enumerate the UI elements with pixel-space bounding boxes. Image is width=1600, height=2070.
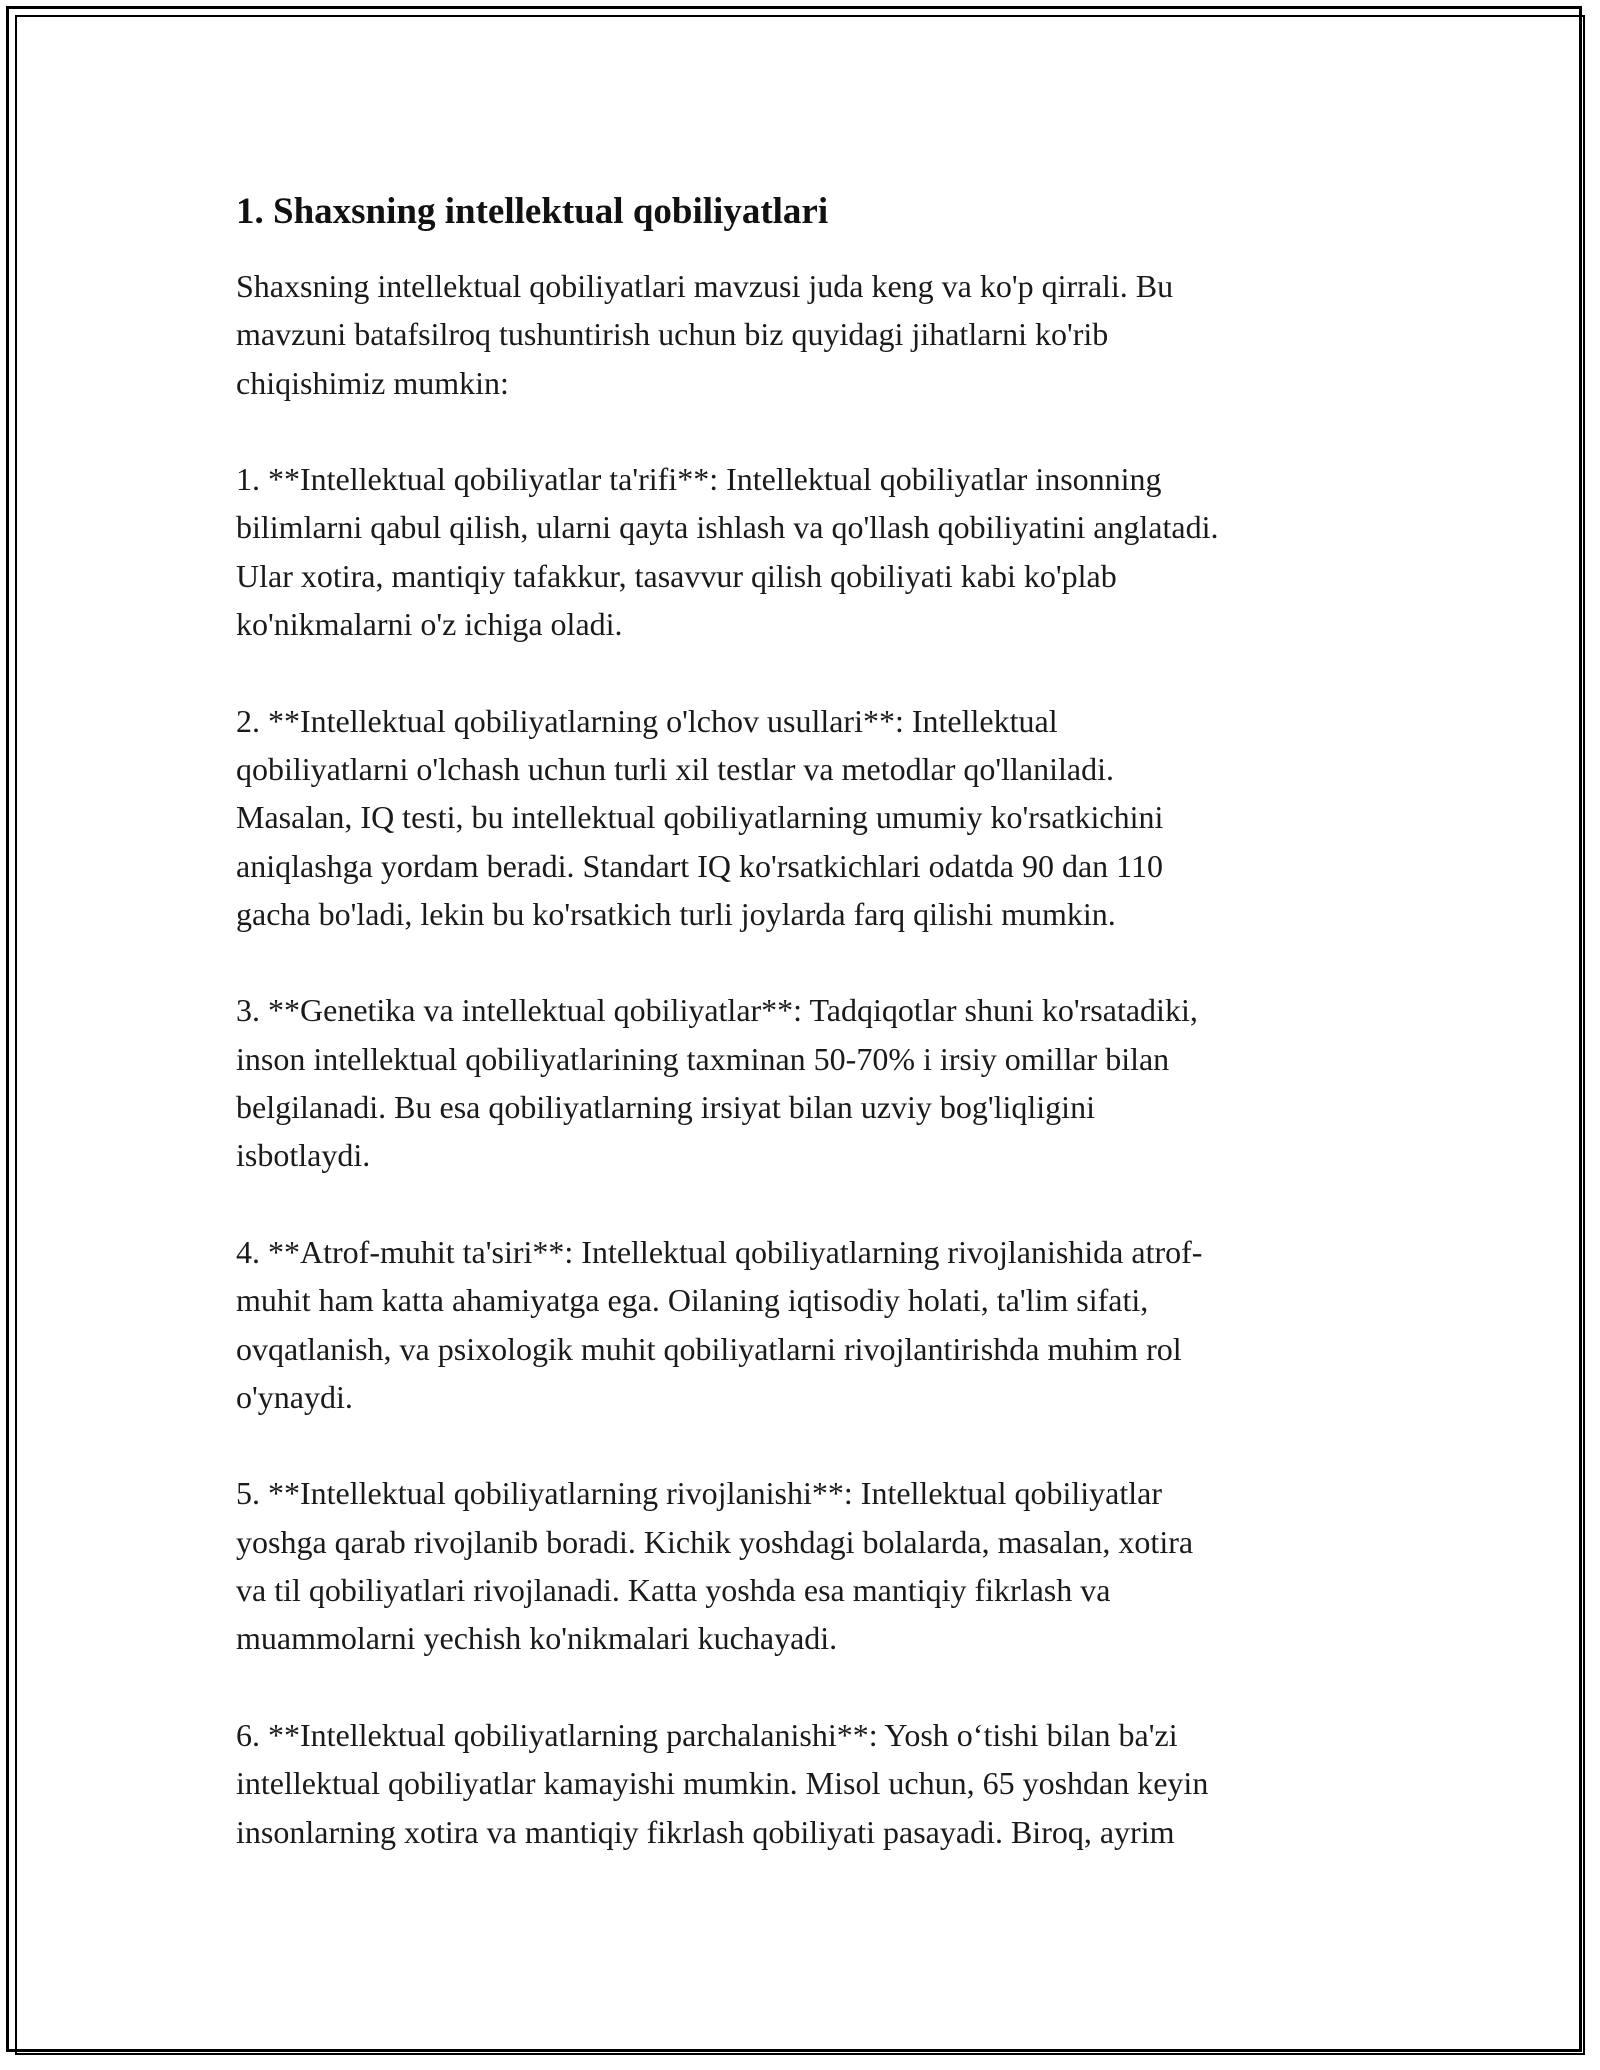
paragraph-line: isbotlaydi. [236, 1137, 371, 1174]
paragraph-line: ko'nikmalarni o'z ichiga oladi. [236, 606, 623, 643]
section-paragraph-5 [236, 1469, 1376, 1662]
paragraph-line: yoshga qarab rivojlanib boradi. Kichik yoshdagi bolalarda, masalan, xotira [236, 1523, 1194, 1560]
intro-paragraph [236, 262, 1376, 407]
document-body [236, 188, 1376, 1904]
paragraph-line: va til qobiliyatlari rivojlanadi. Katta yoshda esa mantiqiy fikrlash va [236, 1572, 1111, 1609]
section-paragraph-4 [236, 1228, 1376, 1421]
paragraph-line: 2. **Intellektual qobiliyatlarning o'lchov usullari**: Intellektual [236, 702, 1058, 739]
paragraph-line: muammolarni yechish ko'nikmalari kuchayadi. [236, 1620, 838, 1657]
paragraph-line: o'ynaydi. [236, 1378, 353, 1415]
paragraph-line: mavzuni batafsilroq tushuntirish uchun biz quyidagi jihatlarni ko'rib [236, 316, 1109, 353]
paragraph-line: inson intellektual qobiliyatlarining taxminan 50-70% i irsiy omillar bilan [236, 1040, 1170, 1077]
page-title: 1. Shaxsning intellektual qobiliyatlari [236, 191, 829, 232]
section-paragraph-2 [236, 697, 1376, 938]
paragraph-line: qobiliyatlarni o'lchash uchun turli xil testlar va metodlar qo'llaniladi. [236, 750, 1114, 787]
paragraph-line: bilimlarni qabul qilish, ularni qayta ishlash va qo'llash qobiliyatini anglatadi. [236, 509, 1219, 546]
paragraph-line: 5. **Intellektual qobiliyatlarning rivojlanishi**: Intellektual qobiliyatlar [236, 1475, 1163, 1512]
paragraph-line: muhit ham katta ahamiyatga ega. Oilaning iqtisodiy holati, ta'lim sifati, [236, 1282, 1149, 1319]
paragraph-line: Masalan, IQ testi, bu intellektual qobiliyatlarning umumiy ko'rsatkichini [236, 799, 1164, 836]
paragraph-line: 1. **Intellektual qobiliyatlar ta'rifi**: Intellektual qobiliyatlar insonning [236, 461, 1162, 498]
paragraph-line: ovqatlanish, va psixologik muhit qobiliyatlarni rivojlantirishda muhim rol [236, 1330, 1182, 1367]
section-paragraph-3 [236, 986, 1376, 1179]
paragraph-line: insonlarning xotira va mantiqiy fikrlash qobiliyati pasayadi. Biroq, ayrim [236, 1813, 1175, 1850]
paragraph-line: 4. **Atrof-muhit ta'siri**: Intellektual qobiliyatlarning rivojlanishida atrof- [236, 1233, 1203, 1270]
paragraph-line: aniqlashga yordam beradi. Standart IQ ko'rsatkichlari odatda 90 dan 110 [236, 847, 1163, 884]
paragraph-line: Shaxsning intellektual qobiliyatlari mavzusi juda keng va ko'p qirrali. Bu [236, 268, 1174, 304]
paragraph-line: intellektual qobiliyatlar kamayishi mumkin. Misol uchun, 65 yoshdan keyin [236, 1765, 1209, 1802]
paragraph-line: 3. **Genetika va intellektual qobiliyatlar**: Tadqiqotlar shuni ko'rsatadiki, [236, 992, 1198, 1029]
paragraph-line: 6. **Intellektual qobiliyatlarning parchalanishi**: Yosh o‘tishi bilan ba'zi [236, 1716, 1178, 1753]
paragraph-line: belgilanadi. Bu esa qobiliyatlarning irsiyat bilan uzviy bog'liqligini [236, 1089, 1095, 1126]
paragraph-line: Ular xotira, mantiqiy tafakkur, tasavvur qilish qobiliyati kabi ko'plab [236, 557, 1117, 594]
paragraph-line: chiqishimiz mumkin: [236, 364, 509, 401]
section-paragraph-1 [236, 455, 1376, 648]
paragraph-line: gacha bo'ladi, lekin bu ko'rsatkich turli joylarda farq qilishi mumkin. [236, 895, 1116, 932]
section-paragraph-6 [236, 1711, 1376, 1856]
